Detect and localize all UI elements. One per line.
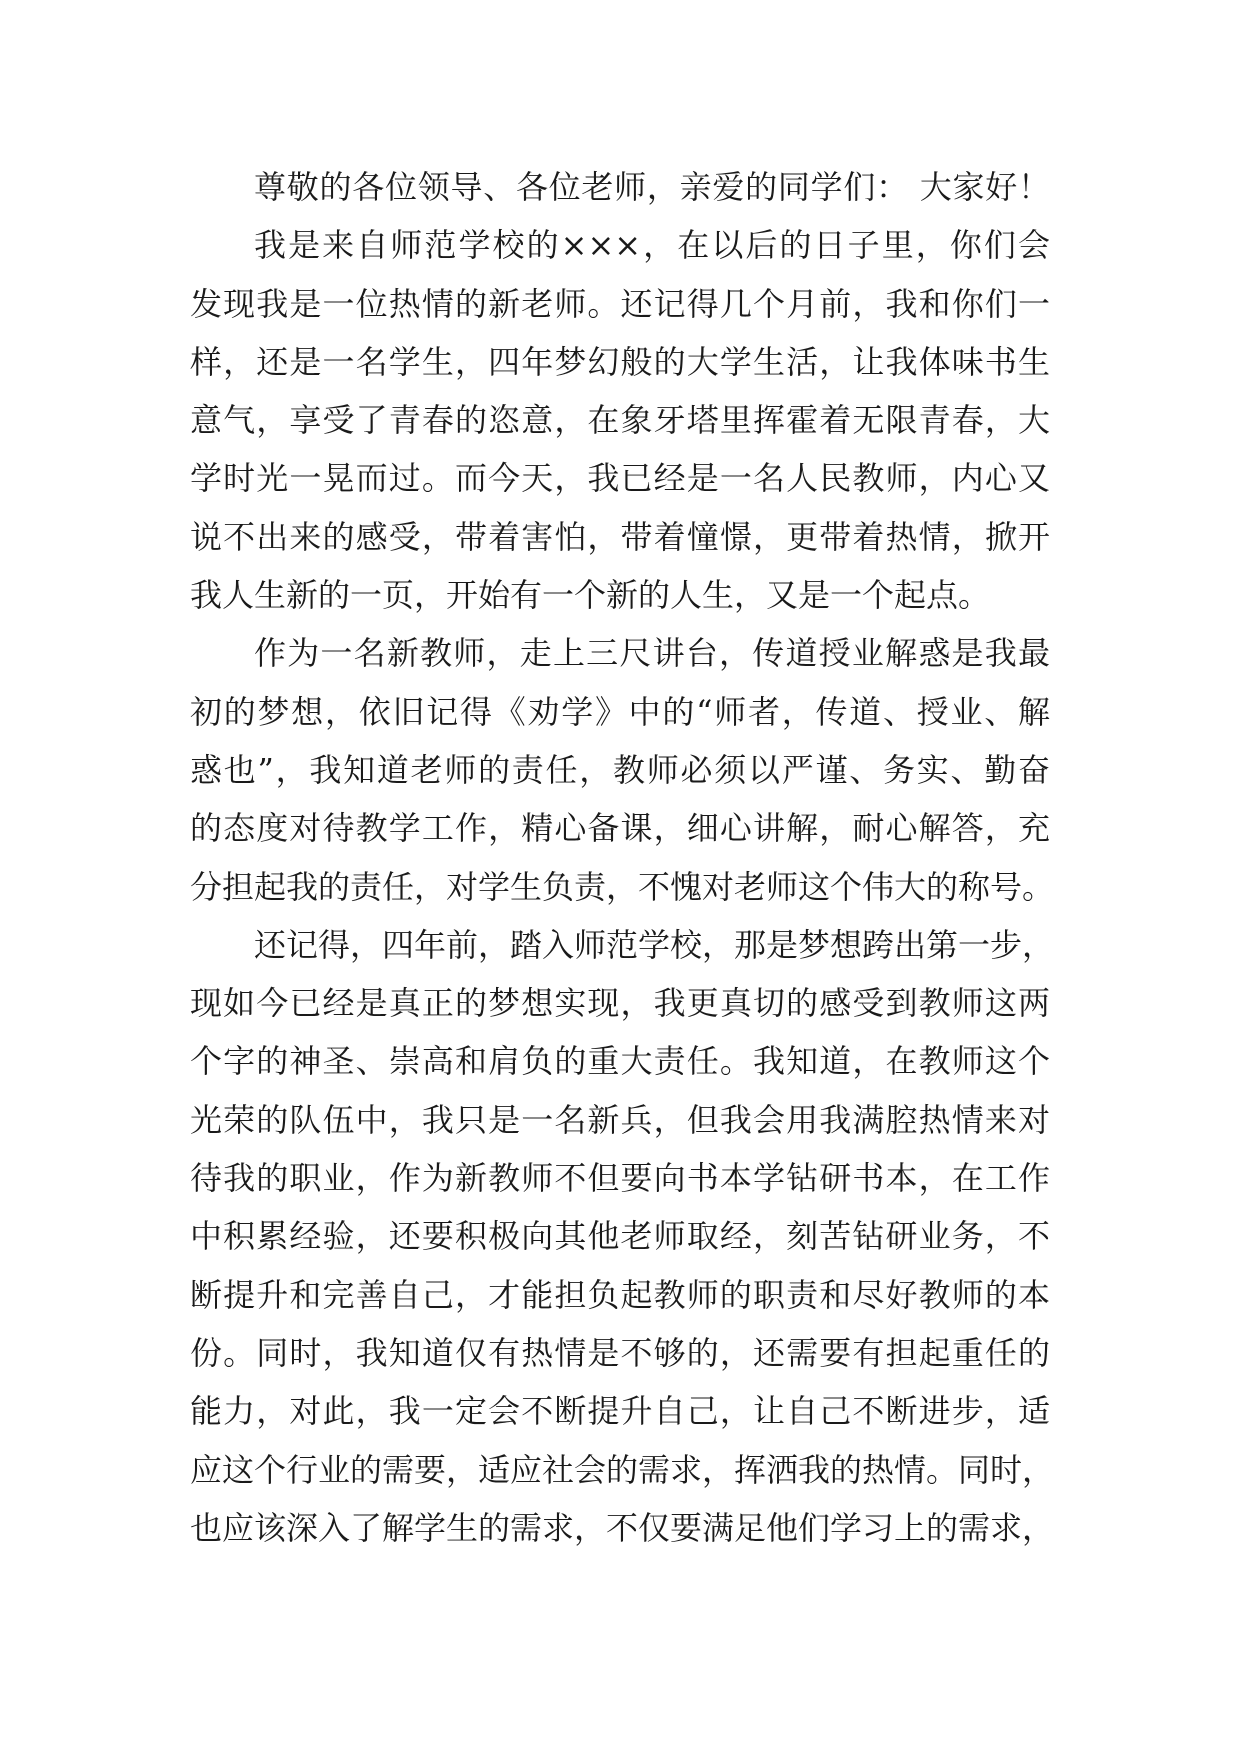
text-line: 光荣的队伍中，我只是一名新兵，但我会用我满腔热情来对 bbox=[190, 1100, 1050, 1139]
text-line: 初的梦想，依旧记得《劝学》中的“师者，传道、授业、解 bbox=[190, 692, 1050, 731]
text-line: 我是来自师范学校的×××，在以后的日子里，你们会 bbox=[254, 226, 1050, 265]
text-line: 发现我是一位热情的新老师。还记得几个月前，我和你们一 bbox=[190, 284, 1050, 323]
text-line: 也应该深入了解学生的需求，不仅要满足他们学习上的需求， bbox=[190, 1508, 1055, 1547]
text-line: 我人生新的一页，开始有一个新的人生，又是一个起点。 bbox=[190, 576, 991, 615]
text-line: 还记得，四年前，踏入师范学校，那是梦想跨出第一步， bbox=[254, 925, 1055, 964]
text-line: 待我的职业，作为新教师不但要向书本学钻研书本，在工作 bbox=[190, 1159, 1050, 1198]
text-line: 学时光一晃而过。而今天，我已经是一名人民教师，内心又 bbox=[190, 459, 1050, 498]
text-line: 能力，对此，我一定会不断提升自己，让自己不断进步，适 bbox=[190, 1392, 1050, 1431]
text-line: 意气，享受了青春的恣意，在象牙塔里挥霍着无限青春，大 bbox=[190, 401, 1050, 440]
text-line: 个字的神圣、崇高和肩负的重大责任。我知道，在教师这个 bbox=[190, 1042, 1050, 1081]
text-line: 作为一名新教师，走上三尺讲台，传道授业解惑是我最 bbox=[254, 634, 1050, 673]
text-line: 断提升和完善自己，才能担负起教师的职责和尽好教师的本 bbox=[190, 1275, 1050, 1314]
text-line: 的态度对待教学工作，精心备课，细心讲解，耐心解答，充 bbox=[190, 809, 1050, 848]
text-line: 份。同时，我知道仅有热情是不够的，还需要有担起重任的 bbox=[190, 1333, 1050, 1372]
speech-text bbox=[190, 158, 1055, 1557]
text-line: 惑也”，我知道老师的责任，教师必须以严谨、务实、勤奋 bbox=[190, 750, 1050, 789]
text-line: 现如今已经是真正的梦想实现，我更真切的感受到教师这两 bbox=[190, 984, 1050, 1023]
text-line: 分担起我的责任，对学生负责，不愧对老师这个伟大的称号。 bbox=[190, 867, 1055, 906]
text-line: 样，还是一名学生，四年梦幻般的大学生活，让我体味书生 bbox=[190, 342, 1050, 381]
text-line: 应这个行业的需要，适应社会的需求，挥洒我的热情。同时， bbox=[190, 1450, 1055, 1489]
text-line: 说不出来的感受，带着害怕，带着憧憬，更带着热情，掀开 bbox=[190, 517, 1050, 556]
text-line: 中积累经验，还要积极向其他老师取经，刻苦钻研业务，不 bbox=[190, 1217, 1050, 1256]
text-line-greeting: 尊敬的各位领导、各位老师，亲爱的同学们： 大家好！ bbox=[254, 168, 1050, 206]
